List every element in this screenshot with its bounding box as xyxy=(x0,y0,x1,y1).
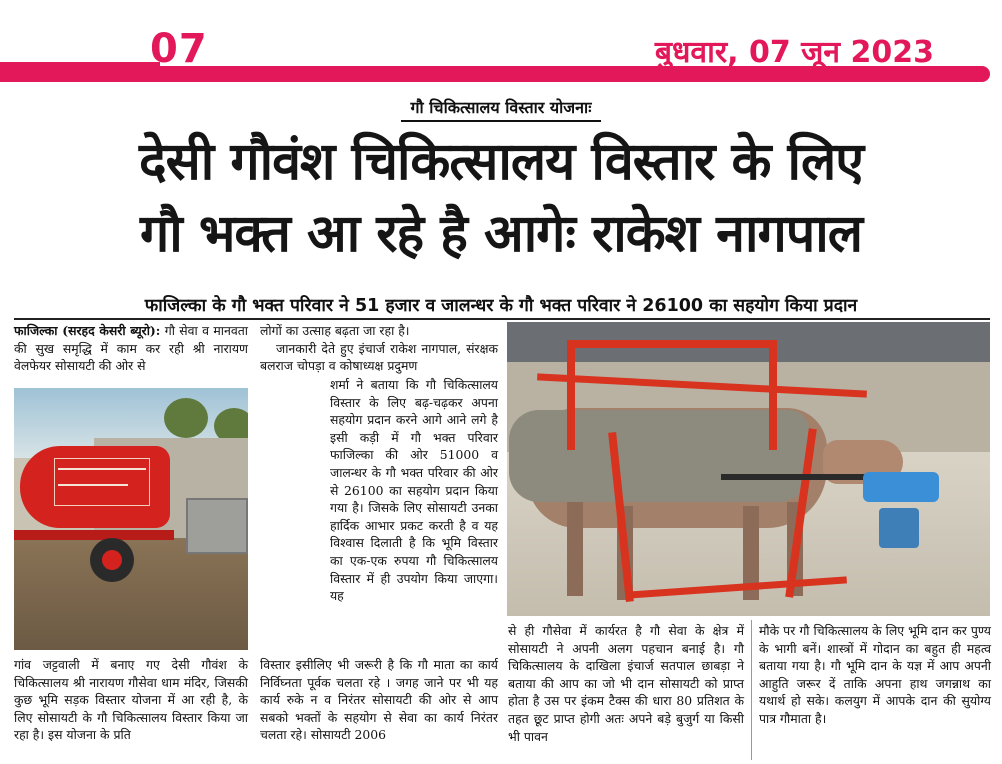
section-divider xyxy=(14,318,990,320)
column-1-intro: गौ सेवा व मानवता की सुख समृद्धि में काम कर रही श्री नारायण वेलफेयर सोसायटी की ओर से xyxy=(14,323,248,374)
column-3 xyxy=(508,622,744,745)
masthead xyxy=(0,0,1002,82)
kicker-wrap xyxy=(0,96,1002,122)
column-2-para: जानकारी देते हुए इंचार्ज राकेश नागपाल, संरक्षक बलराज चोपड़ा व कोषाध्यक्ष प्रदुमण xyxy=(260,340,498,374)
column-2-bottom xyxy=(260,656,498,744)
column-2-narrow-text: शर्मा ने बताया कि गौ चिकित्सालय विस्तार के लिए बढ़-चढ़कर अपना सहयोग प्रदान करने आगे आने लगे है इसी कड़ी में गौ भक्त परिवार फाजिल्का की ओर 51000 व जालन्धर के गौ भक्त परिवार की ओर से 26100 का सहयोग प्रदान किया गया है। जिसके लिए सोसायटी उनका हार्दिक आभार प्रकट करती है व यह विश्वास दिलाती है कि भूमि विस्तार का एक-एक रुपया गौ चिकित्सालय विस्तार में ही उपयोग किया जाएगा। यह xyxy=(330,377,498,604)
article-kicker: गौ चिकित्सालय विस्तार योजनाः xyxy=(401,96,602,122)
column-2-narrow xyxy=(330,376,498,605)
column-4 xyxy=(759,622,991,728)
column-1-text: गांव जट्टवाली में बनाए गए देसी गौवंश के चिकित्सालय श्री नारायण गौसेवा धाम मंदिर, जिसकी कुछ भूमि सड़क विस्तार योजना में आ रही है, के लिए सोसायटी के गौ चिकित्सालय विस्तार किया जा रहा है। इस योजना के प्रति xyxy=(14,657,248,743)
column-2-lead: लोगों का उत्साह बढ़ता जा रहा है। xyxy=(260,323,410,338)
headline-line-1: देसी गौवंश चिकित्सालय विस्तार के लिए xyxy=(139,132,863,192)
column-4-text: मौके पर गौ चिकित्सालय के लिए भूमि दान कर पुण्य के भागी बनें। शास्त्रों में गोदान का बहुत ही महत्व बताया गया है। गौ भूमि दान के यज्ञ में आप अपनी आहुति जरूर दें ताकि अपना हाथ जगन्नाथ का यथार्थ हो सके। कलयुग में आपके दान की सुयोग्य पात्र गौमाता है। xyxy=(759,623,991,726)
column-1-top xyxy=(14,322,248,375)
column-divider xyxy=(751,620,752,760)
column-1-bottom xyxy=(14,656,248,744)
cow-support-frame-photo xyxy=(507,322,990,616)
column-2-bottom-text: विस्तार इसीलिए भी जरूरी है कि गौ माता का कार्य निर्विघ्नता पूर्वक चलता रहे । जगह जाने पर भी यह कार्य रुके न व निरंतर सोसायटी की ओर से आप सबको भक्तों के सहयोग से सेवा का कार्य निरंतर चलता रहे। सोसायटी 2006 xyxy=(260,657,498,743)
page-number: 07 xyxy=(150,26,208,72)
headline-line-2: गौ भक्त आ रहे है आगेः राकेश नागपाल xyxy=(140,204,862,264)
column-2-top xyxy=(260,322,498,375)
issue-date: बुधवार, 07 जून 2023 xyxy=(654,35,934,70)
article-subhead: फाजिल्का के गौ भक्त परिवार ने 51 हजार व जालन्धर के गौ भक्त परिवार ने 26100 का सहयोग किया प्रदान xyxy=(144,296,858,316)
water-tanker-photo xyxy=(14,388,248,650)
article-headline xyxy=(10,126,992,270)
byline: फाजिल्का (सरहद केसरी ब्यूरो): xyxy=(14,323,161,338)
column-3-text: से ही गौसेवा में कार्यरत है गौ सेवा के क्षेत्र में सोसायटी ने अपनी अलग पहचान बनाई है। गौ चिकित्सालय के दाखिला इंचार्ज सतपाल छाबड़ा ने बताया की आप का जो भी दान सोसायटी को प्राप्त होता है उस पर इंकम टैक्स की धारा 80 प्रतिशत के तहत छूट प्राप्त होगी अतः अपने बड़े बुजुर्ग या किसी भी पावन xyxy=(508,623,744,744)
